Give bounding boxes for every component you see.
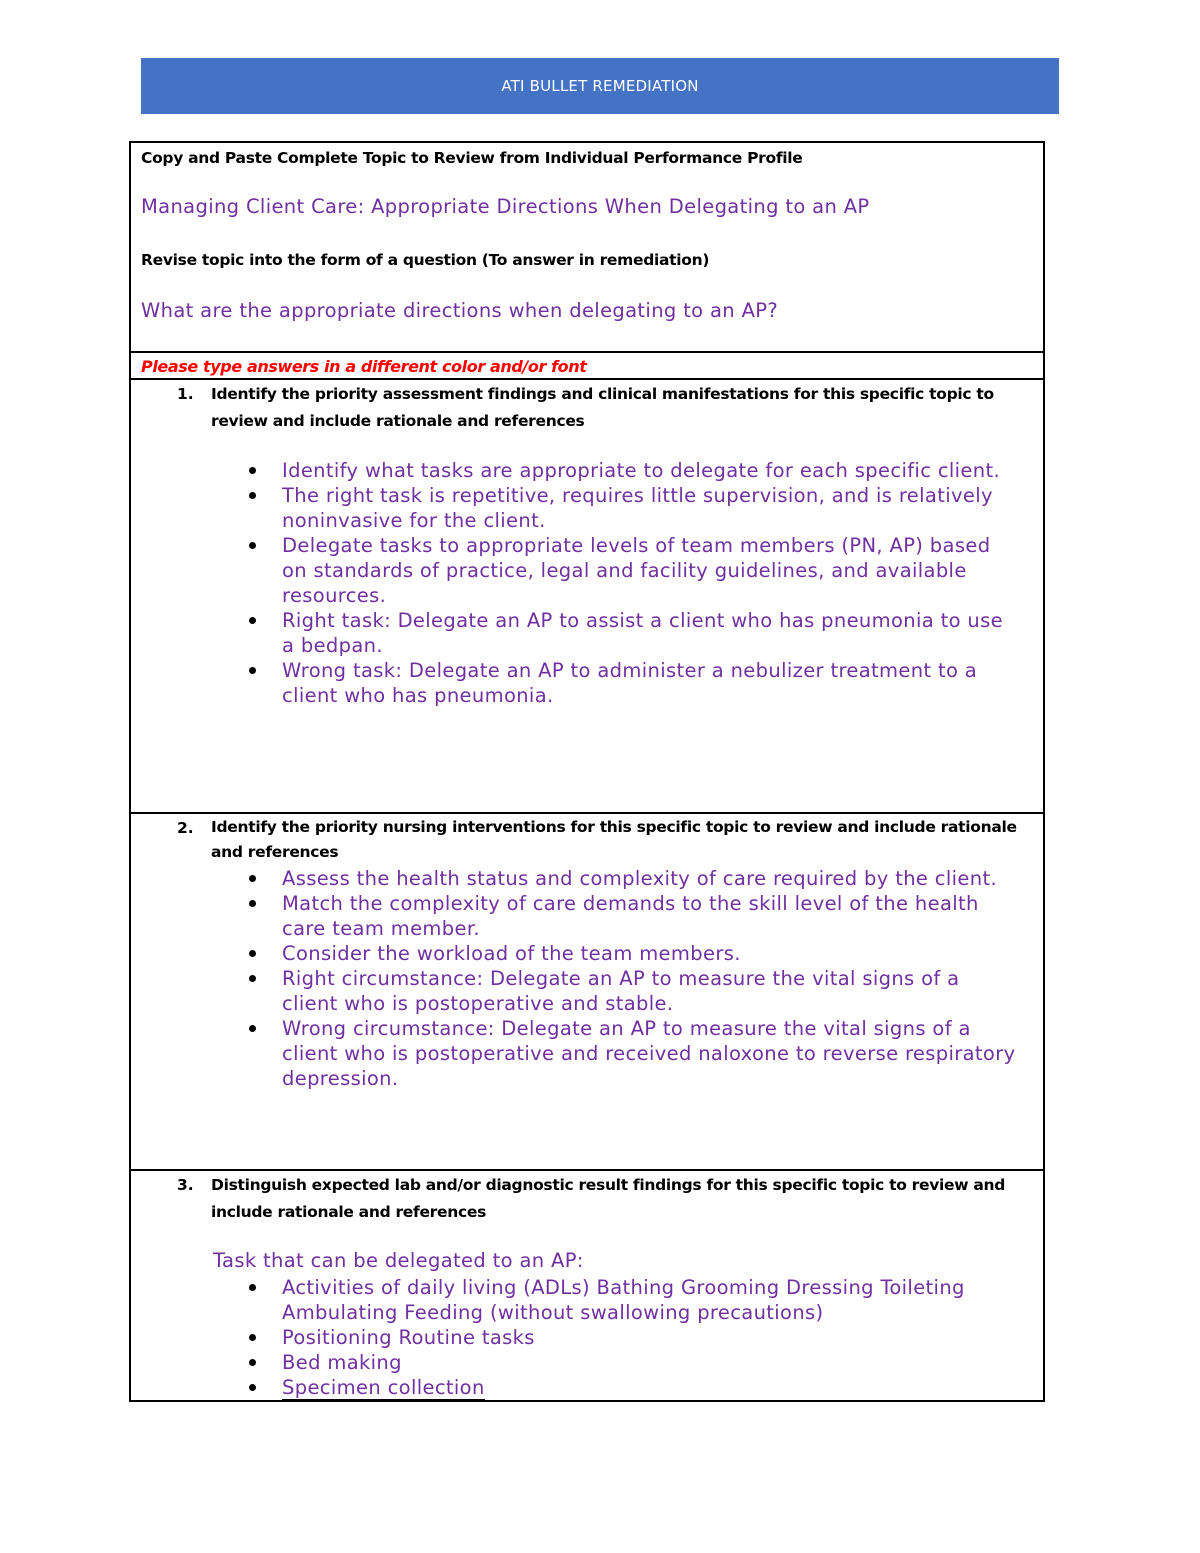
answer-instruction: Please type answers in a different color and/or font [141,357,587,376]
list-item[interactable]: Delegate tasks to appropriate levels of team members (PN, AP) based on standards of practice, legal and facility guidelines, and available resources. [131,533,1031,608]
instruction-cell [129,351,1045,380]
copy-topic-label: Copy and Paste Complete Topic to Review from Individual Performance Profile [141,149,803,167]
section-1-number: 1. [177,385,194,403]
section-3-prompt: Distinguish expected lab and/or diagnostic result findings for this specific topic to review and include rationale and references [211,1176,1006,1221]
section-3-number: 3. [177,1176,194,1194]
list-item[interactable]: Right task: Delegate an AP to assist a client who has pneumonia to use a bedpan. [131,608,1031,658]
bullet-icon [249,492,256,499]
list-item[interactable]: Specimen collection [131,1375,1031,1400]
list-item[interactable]: Bed making [131,1350,1031,1375]
bullet-icon [249,1384,256,1391]
header-banner [141,58,1059,114]
section-3-cell [129,1169,1045,1402]
list-item[interactable]: The right task is repetitive, requires little supervision, and is relatively noninvasive for the client. [131,483,1031,533]
section-2-answer-list[interactable] [131,866,1031,1091]
bullet-icon [249,950,256,957]
section-1-prompt: Identify the priority assessment findings and clinical manifestations for this specific topic to review and include rationale and references [211,385,994,430]
section-3-subheading[interactable]: Task that can be delegated to an AP: [213,1249,584,1272]
bullet-icon [249,875,256,882]
list-item[interactable]: Consider the workload of the team members. [131,941,1031,966]
bullet-icon [249,542,256,549]
bullet-icon [249,975,256,982]
list-item[interactable]: Match the complexity of care demands to the skill level of the health care team member. [131,891,1031,941]
section-2-number: 2. [177,819,194,837]
bullet-icon [249,667,256,674]
section-3-answer-list[interactable] [131,1275,1031,1400]
section-1-answer-list[interactable] [131,458,1031,708]
list-item[interactable]: Activities of daily living (ADLs) Bathing Grooming Dressing Toileting Ambulating Feeding (without swallowing precautions) [131,1275,1031,1325]
bullet-icon [249,900,256,907]
topic-text[interactable]: Managing Client Care: Appropriate Directions When Delegating to an AP [141,195,870,218]
list-item[interactable]: Positioning Routine tasks [131,1325,1031,1350]
topic-question-text[interactable]: What are the appropriate directions when delegating to an AP? [141,299,779,322]
header-title: ATI BULLET REMEDIATION [501,77,699,95]
topic-cell [129,141,1045,353]
section-1-cell [129,378,1045,814]
bullet-icon [249,1334,256,1341]
bullet-icon [249,1025,256,1032]
bullet-icon [249,1359,256,1366]
list-item[interactable]: Wrong task: Delegate an AP to administer a nebulizer treatment to a client who has pneumonia. [131,658,1031,708]
bullet-icon [249,617,256,624]
section-2-cell [129,812,1045,1171]
bullet-icon [249,1284,256,1291]
bullet-icon [249,467,256,474]
list-item[interactable]: Right circumstance: Delegate an AP to measure the vital signs of a client who is postoperative and stable. [131,966,1031,1016]
list-item[interactable]: Assess the health status and complexity of care required by the client. [131,866,1031,891]
list-item[interactable]: Identify what tasks are appropriate to delegate for each specific client. [131,458,1031,483]
list-item[interactable]: Wrong circumstance: Delegate an AP to measure the vital signs of a client who is postoperative and received naloxone to reverse respiratory depression. [131,1016,1031,1091]
revise-topic-label: Revise topic into the form of a question (To answer in remediation) [141,251,710,269]
section-2-prompt: Identify the priority nursing interventions for this specific topic to review and include rationale and references [211,818,1017,861]
